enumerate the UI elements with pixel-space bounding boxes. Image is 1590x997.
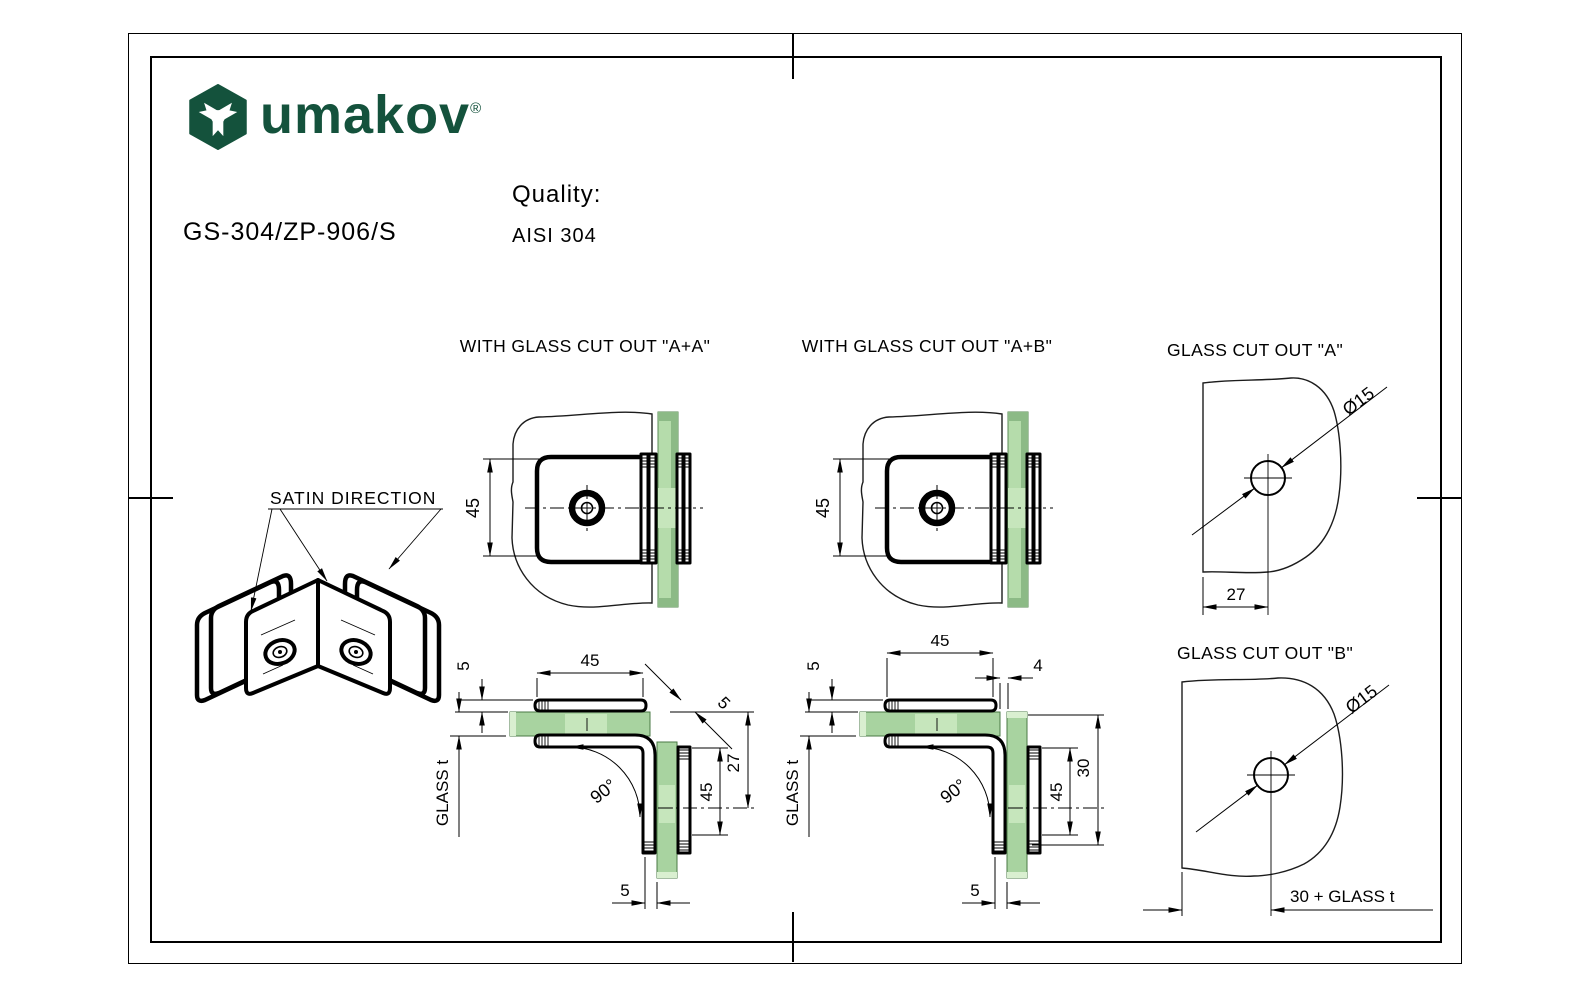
svg-text:4: 4 — [1033, 656, 1043, 675]
dim-angle — [570, 747, 640, 817]
center-tick-left — [128, 497, 173, 499]
svg-text:45: 45 — [580, 651, 600, 670]
svg-text:5: 5 — [804, 661, 823, 671]
glass-horizontal — [860, 712, 1000, 736]
svg-text:30 + GLASS t: 30 + GLASS t — [1290, 887, 1395, 906]
svg-text:30: 30 — [1074, 758, 1093, 778]
svg-text:5: 5 — [454, 661, 473, 671]
clamp-isometric-drawing — [197, 575, 439, 700]
dim-clamp-height — [692, 748, 728, 835]
top-view-aa — [420, 635, 765, 925]
svg-text:45: 45 — [813, 497, 833, 519]
product-code: GS-304/ZP-906/S — [183, 218, 397, 246]
svg-text:27: 27 — [724, 753, 743, 773]
svg-text:Ø15: Ø15 — [1341, 680, 1381, 718]
svg-text:GLASS t: GLASS t — [783, 759, 802, 827]
dim-angle — [920, 747, 990, 817]
svg-text:45: 45 — [463, 497, 483, 519]
front-view-ab — [805, 390, 1125, 635]
dim-top-width — [537, 651, 643, 697]
dim-hole-diameter — [1192, 383, 1387, 535]
svg-text:GLASS t: GLASS t — [433, 759, 452, 827]
dim-top-width — [887, 635, 993, 697]
svg-text:90°: 90° — [936, 775, 971, 808]
dim-bottom-gap — [962, 857, 1040, 909]
svg-text:5: 5 — [713, 693, 734, 714]
dim-hole-diameter — [1196, 681, 1389, 832]
title-with-cutout-ab: WITH GLASS CUT OUT "A+B" — [801, 336, 1053, 356]
title-cutout-b: GLASS CUT OUT "B" — [1176, 643, 1354, 663]
satin-direction-label: SATIN DIRECTION — [270, 488, 437, 508]
svg-text:27: 27 — [1226, 585, 1246, 604]
svg-text:45: 45 — [697, 782, 716, 802]
top-view-ab — [770, 635, 1115, 925]
glass-horizontal — [510, 712, 650, 736]
dim-clamp-height — [1042, 748, 1078, 835]
quality-value: AISI 304 — [512, 225, 597, 247]
brand-name: umakov® — [260, 85, 483, 145]
dim-corner-gap — [645, 664, 734, 749]
center-tick-top — [792, 33, 794, 79]
registered-mark: ® — [470, 100, 483, 117]
dim-glass-thickness — [783, 692, 856, 837]
isometric-view — [180, 478, 460, 723]
title-cutout-a: GLASS CUT OUT "A" — [1166, 340, 1344, 360]
brand-logo-row — [186, 84, 482, 150]
svg-text:Ø15: Ø15 — [1338, 382, 1378, 420]
svg-text:45: 45 — [1047, 782, 1066, 802]
svg-text:90°: 90° — [586, 775, 621, 808]
hole — [1244, 454, 1292, 615]
glass-vertical — [1007, 712, 1027, 878]
cutout-a-view — [1128, 335, 1448, 625]
svg-text:45: 45 — [930, 635, 950, 650]
glass-edge-strip — [658, 412, 678, 607]
dim-bottom-gap — [612, 857, 690, 909]
umakov-logo-icon — [186, 84, 250, 150]
glass-vertical — [657, 742, 677, 878]
quality-label: Quality: — [512, 181, 602, 208]
svg-text:5: 5 — [620, 881, 630, 900]
title-with-cutout-aa: WITH GLASS CUT OUT "A+A" — [459, 336, 711, 356]
dim-edge-distance — [1143, 872, 1433, 916]
hole — [1247, 751, 1295, 916]
front-view-aa — [455, 390, 775, 635]
cutout-b-view — [1118, 640, 1458, 930]
svg-text:5: 5 — [970, 881, 980, 900]
dim-glass-thickness — [433, 692, 506, 837]
dim-edge-distance — [1203, 577, 1268, 615]
glass-edge-strip — [1008, 412, 1028, 607]
